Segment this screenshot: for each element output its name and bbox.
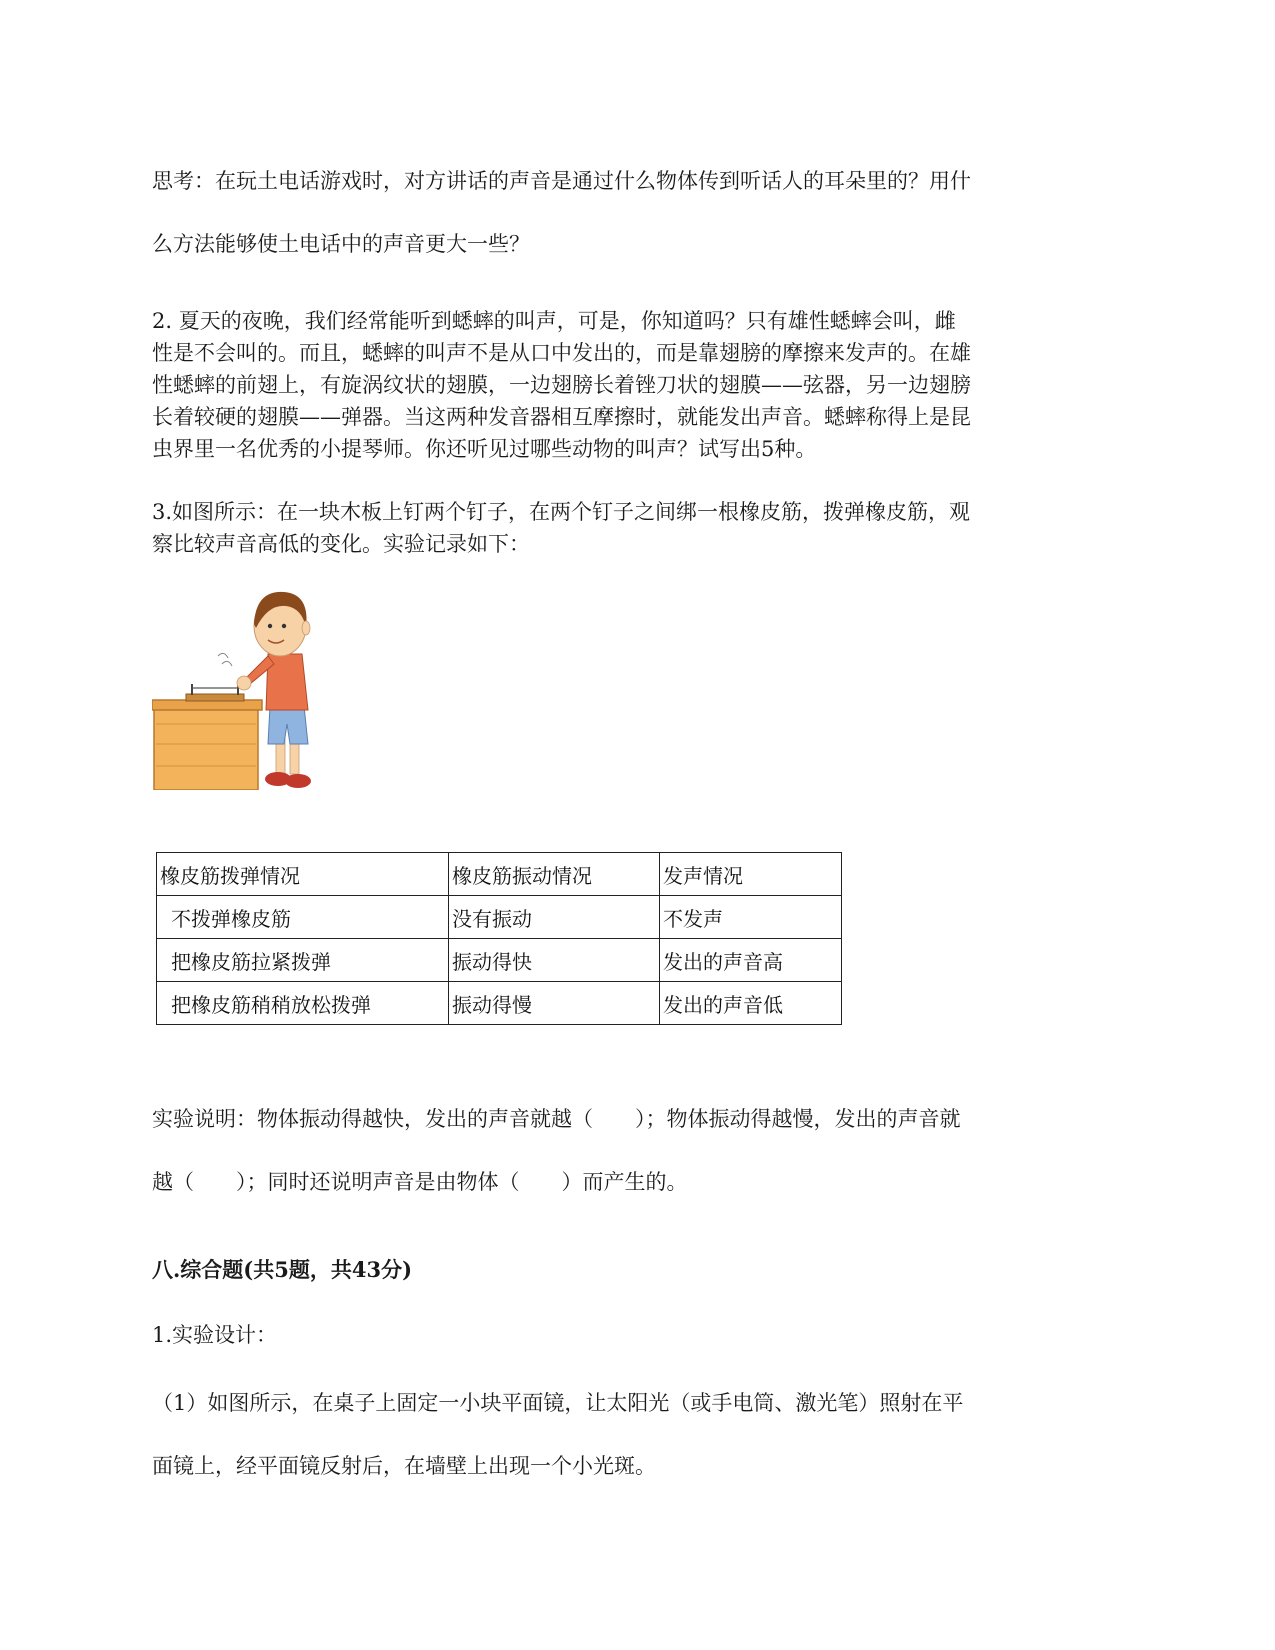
question-1-label: 1.实验设计： xyxy=(152,1323,278,1347)
table-header-cell: 橡皮筋拨弹情况 xyxy=(157,853,449,896)
think-line-1: 思考：在玩土电话游戏时，对方讲话的声音是通过什么物体传到听话人的耳朵里的？用什 xyxy=(152,169,971,193)
subpart-line-1: （1）如图所示，在桌子上固定一小块平面镜，让太阳光（或手电筒、激光笔）照射在平 xyxy=(152,1391,964,1415)
think-line-2: 么方法能够使土电话中的声音更大一些？ xyxy=(152,232,530,256)
question-1-subpart-1 xyxy=(152,1372,1132,1498)
explanation-line-1: 实验说明：物体振动得越快，发出的声音就越（ ）；物体振动得越慢，发出的声音就 xyxy=(152,1107,961,1131)
explanation-line-2: 越（ ）；同时还说明声音是由物体（ ）而产生的。 xyxy=(152,1170,688,1194)
question-2-line-3: 性蟋蟀的前翅上，有旋涡纹状的翅膜，一边翅膀长着锉刀状的翅膜——弦器，另一边翅膀 xyxy=(152,373,971,397)
question-2-line-4: 长着较硬的翅膜——弹器。当这两种发音器相互摩擦时，就能发出声音。蟋蟀称得上是昆 xyxy=(152,405,971,429)
table-row xyxy=(157,896,842,939)
table-cell: 不发声 xyxy=(660,896,842,939)
table-cell: 把橡皮筋拉紧拨弹 xyxy=(157,939,449,982)
table-cell: 振动得快 xyxy=(449,939,660,982)
boy-plucking-rubber-band-illustration xyxy=(152,584,314,790)
table-header-row xyxy=(157,853,842,896)
think-question xyxy=(152,150,1132,276)
table-cell: 把橡皮筋稍稍放松拨弹 xyxy=(157,982,449,1025)
question-2-line-1: 2. 夏天的夜晚，我们经常能听到蟋蟀的叫声，可是，你知道吗？只有雄性蟋蟀会叫，雌 xyxy=(152,309,956,333)
table-cell: 不拨弹橡皮筋 xyxy=(157,896,449,939)
table-cell: 振动得慢 xyxy=(449,982,660,1025)
table-cell: 发出的声音高 xyxy=(660,939,842,982)
table-row xyxy=(157,982,842,1025)
experiment-record-table xyxy=(156,852,842,1025)
question-3 xyxy=(152,496,1132,560)
table-header-cell: 橡皮筋振动情况 xyxy=(449,853,660,896)
table-cell: 发出的声音低 xyxy=(660,982,842,1025)
experiment-explanation xyxy=(152,1088,1132,1214)
question-2 xyxy=(152,305,1132,465)
question-2-line-2: 性是不会叫的。而且，蟋蟀的叫声不是从口中发出的，而是靠翅膀的摩擦来发声的。在雄 xyxy=(152,341,971,365)
question-3-line-2: 察比较声音高低的变化。实验记录如下： xyxy=(152,532,530,556)
table-cell: 没有振动 xyxy=(449,896,660,939)
question-2-line-5: 虫界里一名优秀的小提琴师。你还听见过哪些动物的叫声？试写出5种。 xyxy=(152,437,817,461)
question-3-line-1: 3.如图所示：在一块木板上钉两个钉子，在两个钉子之间绑一根橡皮筋，拨弹橡皮筋，观 xyxy=(152,500,971,524)
table-row xyxy=(157,939,842,982)
subpart-line-2: 面镜上，经平面镜反射后，在墙壁上出现一个小光斑。 xyxy=(152,1454,656,1478)
section-heading: 八.综合题(共5题，共43分) xyxy=(152,1257,413,1282)
table-header-cell: 发声情况 xyxy=(660,853,842,896)
